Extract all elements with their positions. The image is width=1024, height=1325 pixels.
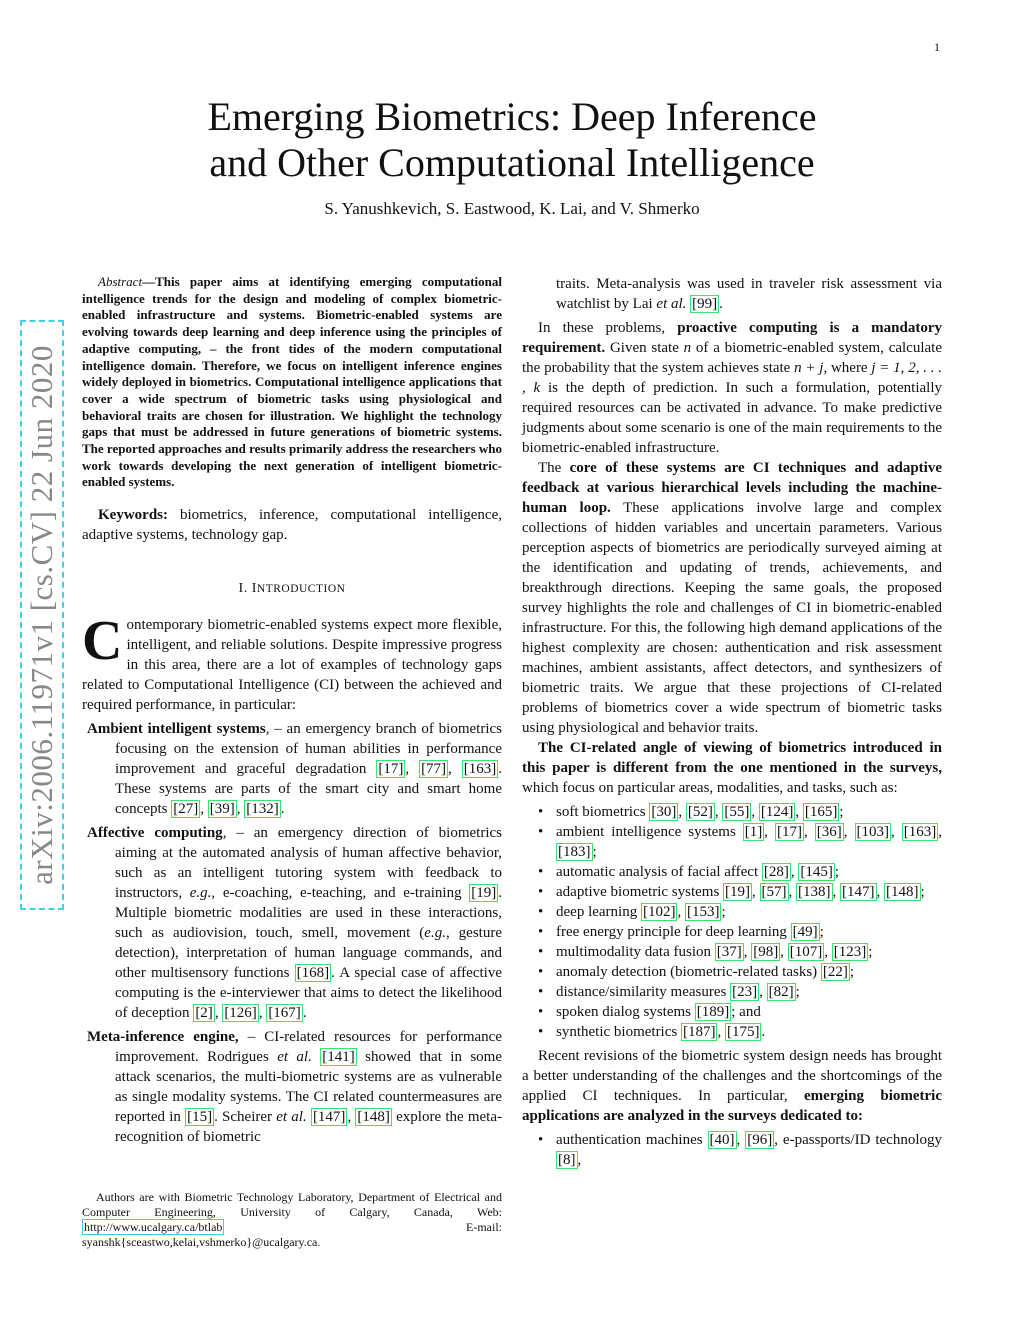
para-bold: proactive computing is a mandatory requirement. [522, 320, 943, 356]
sep: ; [592, 844, 597, 860]
citation-link[interactable]: [1] [744, 824, 763, 840]
sep: . [302, 1005, 307, 1022]
keywords-text: biometrics, inference, computational intelligence, adaptive systems, technology gap. [82, 507, 502, 544]
citation-link[interactable]: [124] [760, 804, 794, 820]
def-text: – CI-related resources for performance improvement. Rodrigues [115, 1029, 502, 1066]
def-text: , gesture detection), interpretation of human language commands, and other multisensory functions [115, 925, 503, 982]
citation-link[interactable]: [189] [696, 1004, 730, 1020]
def-text: , – an emergency direction of biometrics aiming at the automated analysis of human affective behavior, such as an intelligent tutoring system with feedback to instructors, [115, 825, 502, 902]
sep: . [761, 1024, 766, 1040]
lab-url-link[interactable]: http://www.ucalgary.ca/btlab [84, 1220, 223, 1234]
section-initial: I [251, 581, 257, 597]
list-item: • multimodality data fusion [37] , [98] , [107] , [123] ; [522, 942, 942, 962]
citation-link[interactable]: [153] [686, 904, 720, 920]
list-item: • deep learning [102] , [153] ; [522, 902, 942, 922]
para-text: which focus on particular areas, modalities, and tasks, such as: [522, 780, 898, 796]
citation-link[interactable]: [27] [173, 801, 199, 818]
citation-link[interactable]: [82] [768, 984, 794, 1000]
item-label: free energy principle for deep learning [556, 924, 791, 940]
author-list: S. Yanushkevich, S. Eastwood, K. Lai, and V. Shmerko [324, 199, 700, 218]
para-text: , where [823, 360, 872, 376]
keywords-label: Keywords: [98, 507, 168, 524]
para-text: Given state [605, 340, 684, 356]
sep: ; [839, 804, 844, 820]
left-column [82, 274, 502, 1147]
def-term: Meta-inference engine, [87, 1029, 239, 1046]
cont-text: et al. [656, 296, 687, 312]
arxiv-stamp[interactable] [20, 320, 64, 910]
def-text: e.g. [189, 885, 212, 902]
item-label: ambient intelligence systems [556, 824, 743, 840]
citation-link[interactable]: [52] [687, 804, 713, 820]
paragraph-angle [522, 738, 942, 798]
sep: , [448, 761, 462, 778]
citation-link[interactable]: [165] [804, 804, 838, 820]
citation-link[interactable]: [148] [886, 884, 919, 900]
item-label: , e-passports/ID technology [774, 1132, 942, 1148]
citation-link[interactable]: [28] [763, 864, 789, 880]
def-text: et al. [277, 1049, 312, 1066]
sep: . [280, 801, 285, 818]
citation-link[interactable]: [145] [800, 864, 833, 880]
sep: ; [795, 984, 800, 1000]
citation-link[interactable]: [40] [709, 1132, 735, 1148]
sep: ; [721, 904, 726, 920]
citation-link[interactable]: [138] [798, 884, 831, 900]
citation-link[interactable]: [123] [833, 944, 867, 960]
continued-definition [556, 274, 942, 314]
def-text: et al. [276, 1109, 307, 1126]
footnote-text: Authors are with Biometric Technology Laboratory, Department of Electrical and Computer Engineering, University of Calgary, Canada, Web: [82, 1190, 502, 1219]
list-item: • synthetic biometrics [187] , [175] . [522, 1022, 942, 1042]
list-item [522, 1130, 942, 1170]
para-text: These applications involve large and complex collections of hidden variables and uncertain parameters. Various perception aspects of biometrics are periodically surveyed aiming at the identification and updating of trends, achievements, and breakthrough directions. Keeping the same goals, the proposed survey highlights the role and challenges of CI in biometric-enabled infrastructure. For this, the following high demand applications of the highest complexity are chosen: authentication and risk assessment machines, ambient assistants, affect detectors, and synthesizers of biometric traits. We argue that these projections of CI-related problems of biometrics cover a wide spectrum of biometric tasks using physiological and behavior traits. [522, 500, 942, 736]
def-text [312, 1049, 320, 1065]
item-label: adaptive biometric systems [556, 884, 724, 900]
abstract-text: —This paper aims at identifying emerging computational intelligence trends for the design and modeling of complex biometric-enabled infrastructure and systems. Biometric-enabled systems are evolving towards deep learning and deep inference using the principles of adaptive computing, – the front tides of the modern computational intelligence domain. Therefore, we focus on intelligent inference engines widely deployed in biometrics. Computational intelligence applications that cover a wide spectrum of biometric tasks using physiological and behavioral traits are chosen for illustration. We highlight the technology gaps that must be addressed in future generations of biometric systems. The reported approaches and results primarily address the researchers who work towards developing the next generation of intelligent biometric-enabled systems. [82, 274, 502, 490]
citation-link[interactable]: [141] [322, 1049, 355, 1066]
list-item: • automatic analysis of facial affect [28] , [145] ; [522, 862, 942, 882]
citation-link[interactable]: [2] [195, 1005, 213, 1022]
sep: ; and [731, 1004, 761, 1020]
citation-link[interactable]: [96] [747, 1132, 773, 1148]
citation-link[interactable]: [55] [724, 804, 750, 820]
list-item: • ambient intelligence systems [1] , [17] , [36] , [103] , [163] , [183] ; [522, 822, 942, 862]
section-rest: NTRODUCTION [256, 583, 346, 596]
citation-link[interactable]: [147] [312, 1109, 346, 1126]
survey-topics-list [522, 802, 942, 1042]
def-text: . A special case of affective computing is the e-interviewer that aims to detect the likelihood of deception [115, 965, 502, 1022]
citation-link[interactable]: [22] [822, 964, 848, 980]
citation-link[interactable]: [57] [761, 884, 787, 900]
intro-text: ontemporary biometric-enabled systems expect more flexible, intelligent, and reliable solutions. Despite impressive progress in this area, there are a lot of examples of technology gaps related to Computational Intelligence (CI) between the achieved and required performance, in particular: [82, 617, 502, 714]
def-text: , e-coaching, e-teaching, and e-training [211, 885, 470, 902]
citation-link[interactable]: [187] [682, 1024, 716, 1040]
math-expr: n [683, 340, 692, 356]
keywords [82, 505, 502, 545]
title-line-1: Emerging Biometrics: Deep Inference [207, 94, 817, 139]
paragraph-core [522, 458, 942, 738]
citation-link[interactable]: [148] [357, 1109, 390, 1126]
para-text: of a biometric-enabled system, calculate the probability that the system achieves state [522, 340, 942, 376]
item-label: automatic analysis of facial affect [556, 864, 762, 880]
arxiv-stamp-text: arXiv:2006.11971v1 [cs.CV] 22 Jun 2020 [20, 320, 64, 910]
sep: ; [834, 864, 840, 880]
item-label: soft biometrics [556, 804, 650, 820]
paper-title [150, 94, 874, 186]
def-term: Ambient intelligent systems [87, 721, 266, 738]
citation-link[interactable]: [30] [651, 804, 677, 820]
para-text: The [538, 460, 570, 476]
intro-paragraph [82, 610, 502, 715]
def-text: . Multiple biometric modalities are used in these interactions, such as audiovision, touch, smell, movement ( [115, 885, 502, 942]
para-text: In these problems, [538, 320, 678, 336]
abstract-label: Abstract [98, 274, 143, 289]
citation-link[interactable]: [36] [816, 824, 842, 840]
citation-link[interactable]: [183] [558, 844, 591, 860]
drop-cap: C [82, 610, 123, 673]
abstract [82, 274, 502, 491]
citation-link[interactable]: [23] [732, 984, 758, 1000]
citation-link[interactable]: [77] [421, 761, 447, 778]
item-label: spoken dialog systems [556, 1004, 695, 1020]
def-text: e.g. [424, 925, 446, 942]
sep: , [200, 801, 208, 818]
para-bold: emerging biometric applications are analyzed in the surveys dedicated to: [522, 1088, 943, 1124]
item-label: distance/similarity measures [556, 984, 731, 1000]
list-item [522, 962, 942, 982]
citation-link[interactable]: [103] [856, 824, 890, 840]
author-footnote [82, 1190, 502, 1250]
citation-link[interactable]: [19] [471, 885, 497, 902]
list-item: • distance/similarity measures [23] , [82] ; [522, 982, 942, 1002]
citation-link[interactable]: [19] [725, 884, 751, 900]
citation-link[interactable]: [15] [187, 1109, 213, 1126]
sep: , [214, 1005, 223, 1022]
list-item: • adaptive biometric systems [19] , [57] , [138] , [147] , [148] ; [522, 882, 942, 902]
def-text: explore the meta-recognition of biometric [115, 1109, 503, 1146]
footnote-text: E-mail: syanshk{sceastwo,kelai,vshmerko}@ucalgary.ca. [82, 1220, 502, 1249]
list-item: • soft biometrics [30] , [52] , [55] , [124] , [165] ; [522, 802, 942, 822]
para-bold: core of these systems are CI techniques and adaptive feedback at various hierarchical levels including the machine-human loop. [522, 460, 942, 516]
list-item [522, 922, 942, 942]
sep: , [405, 761, 420, 778]
citation-link[interactable]: [147] [842, 884, 875, 900]
def-text: . Scheirer [214, 1109, 277, 1126]
citation-link[interactable]: [126] [224, 1005, 257, 1022]
right-column [522, 274, 942, 1170]
section-heading-introduction [82, 579, 502, 599]
definition-affective [87, 823, 503, 1023]
citation-link[interactable]: [102] [642, 904, 676, 920]
application-list [522, 1130, 942, 1170]
math-expr: j = 1, 2, . . . , k [522, 360, 942, 396]
def-text: . These systems are parts of the smart city and smart home concepts [115, 761, 503, 818]
section-numeral: I. [238, 581, 252, 597]
sep: , [347, 1109, 356, 1126]
para-text: is the depth of prediction. In such a formulation, potentially required resources can be activated in advance. To make predictive judgments about some scenario is one of the main requirements to the biometric-enabled infrastructure. [522, 380, 942, 456]
citation-link[interactable]: [39] [209, 801, 235, 818]
item-label: authentication machines [556, 1132, 708, 1148]
item-label: multimodality data fusion [556, 944, 715, 960]
citation-link[interactable]: [8] [558, 1152, 576, 1168]
sep: ; [920, 884, 925, 900]
citation-link[interactable]: [163] [903, 824, 937, 840]
sep: . [719, 296, 723, 312]
list-item [522, 1002, 942, 1022]
citation-link[interactable]: [168] [296, 965, 330, 982]
citation-link[interactable]: [37] [716, 944, 742, 960]
citation-link[interactable]: [107] [789, 944, 823, 960]
def-text: , – an emergency branch of biometrics focusing on the extension of human abilities in performance improvement and graceful degradation [115, 721, 502, 778]
title-line-2: and Other Computational Intelligence [209, 140, 815, 185]
item-label: anomaly detection (biometric-related tasks) [556, 964, 821, 980]
citation-link[interactable]: [175] [726, 1024, 760, 1040]
citation-link[interactable]: [98] [753, 944, 779, 960]
citation-link[interactable]: [99] [692, 296, 718, 312]
page-number: 1 [934, 40, 940, 54]
paragraph-proactive [522, 318, 942, 458]
cont-text: traits. Meta-analysis was used in traveler risk assessment via watchlist by Lai [556, 276, 942, 312]
sep: ; [819, 924, 824, 940]
para-bold: The CI-related angle of viewing of biometrics introduced in this paper is different from the one mentioned in the surveys, [522, 740, 942, 776]
sep: ; [868, 944, 873, 960]
sep: ; [849, 964, 855, 980]
definition-ambient [87, 719, 503, 819]
citation-link[interactable]: [17] [777, 824, 803, 840]
citation-link[interactable]: [17] [378, 761, 404, 778]
definition-meta-inference [87, 1027, 503, 1147]
citation-link[interactable]: [49] [792, 924, 818, 940]
item-label: synthetic biometrics [556, 1024, 681, 1040]
def-text: showed that in some attack scenarios, the multi-biometric systems are as vulnerable as single modality systems. The CI related countermeasures are reported in [115, 1049, 503, 1126]
sep: , [736, 1132, 746, 1148]
def-term: Affective computing [87, 825, 223, 842]
para-text: Recent revisions of the biometric system design needs has brought a better understanding of the challenges and the shortcomings of the applied CI techniques. In particular, [522, 1048, 942, 1104]
sep: , [236, 801, 245, 818]
citation-link[interactable]: [132] [246, 801, 279, 818]
sep: , [577, 1152, 582, 1168]
citation-link[interactable]: [163] [463, 761, 497, 778]
item-label: deep learning [556, 904, 641, 920]
math-expr: n + j [794, 360, 824, 376]
paragraph-recent [522, 1046, 942, 1126]
sep: , [258, 1005, 267, 1022]
citation-link[interactable]: [167] [268, 1005, 301, 1022]
